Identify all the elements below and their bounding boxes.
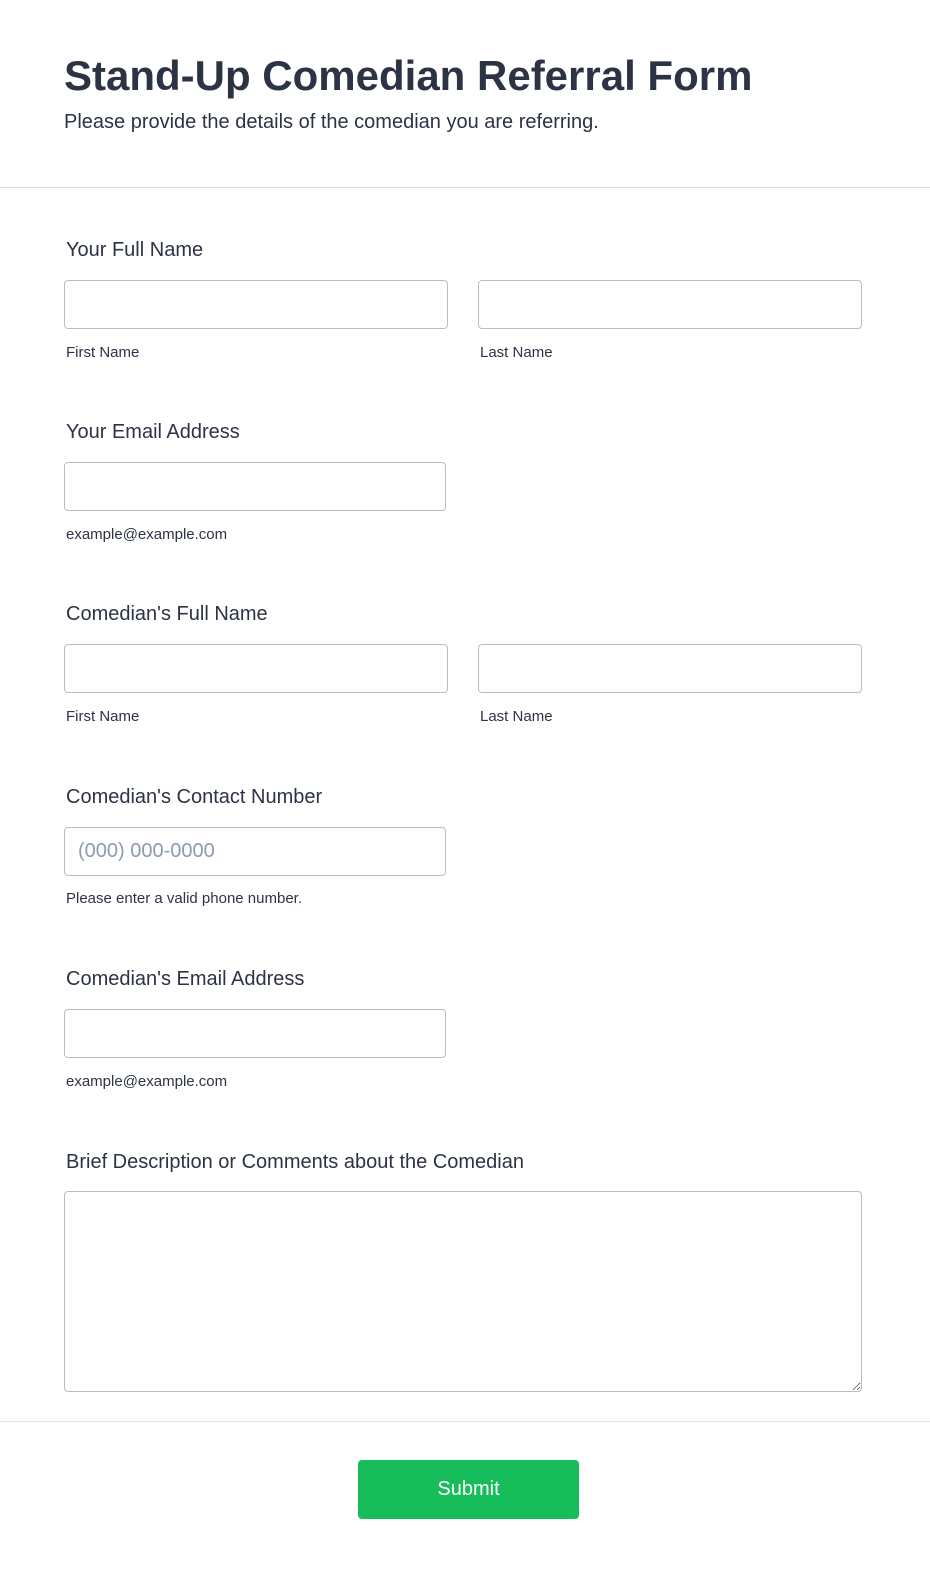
your-name-label: Your Full Name: [66, 239, 204, 261]
your-last-name-sublabel: Last Name: [480, 344, 553, 361]
footer-divider: [0, 1421, 930, 1422]
your-email-input[interactable]: [64, 462, 446, 511]
comedian-first-name-sublabel: First Name: [66, 708, 140, 725]
comedian-phone-label: Comedian's Contact Number: [66, 786, 323, 808]
your-first-name-sublabel: First Name: [66, 344, 140, 361]
form-header: [0, 0, 930, 188]
page-title: Stand-Up Comedian Referral Form: [64, 52, 753, 99]
your-first-name-input[interactable]: [64, 280, 448, 329]
your-email-label: Your Email Address: [66, 421, 240, 443]
comedian-name-label: Comedian's Full Name: [66, 603, 268, 625]
comedian-first-name-input[interactable]: [64, 644, 448, 693]
submit-button[interactable]: Submit: [358, 1460, 579, 1519]
comedian-email-label: Comedian's Email Address: [66, 968, 305, 990]
comedian-email-input[interactable]: [64, 1009, 446, 1058]
your-email-sublabel: example@example.com: [66, 526, 228, 543]
description-textarea[interactable]: [64, 1191, 862, 1392]
comedian-last-name-input[interactable]: [478, 644, 862, 693]
comedian-phone-input[interactable]: [64, 827, 446, 876]
page-subtitle: Please provide the details of the comedian you are referring.: [64, 111, 599, 133]
comedian-email-sublabel: example@example.com: [66, 1073, 228, 1090]
comedian-last-name-sublabel: Last Name: [480, 708, 553, 725]
description-label: Brief Description or Comments about the Comedian: [66, 1151, 524, 1173]
your-last-name-input[interactable]: [478, 280, 862, 329]
comedian-phone-sublabel: Please enter a valid phone number.: [66, 890, 302, 907]
